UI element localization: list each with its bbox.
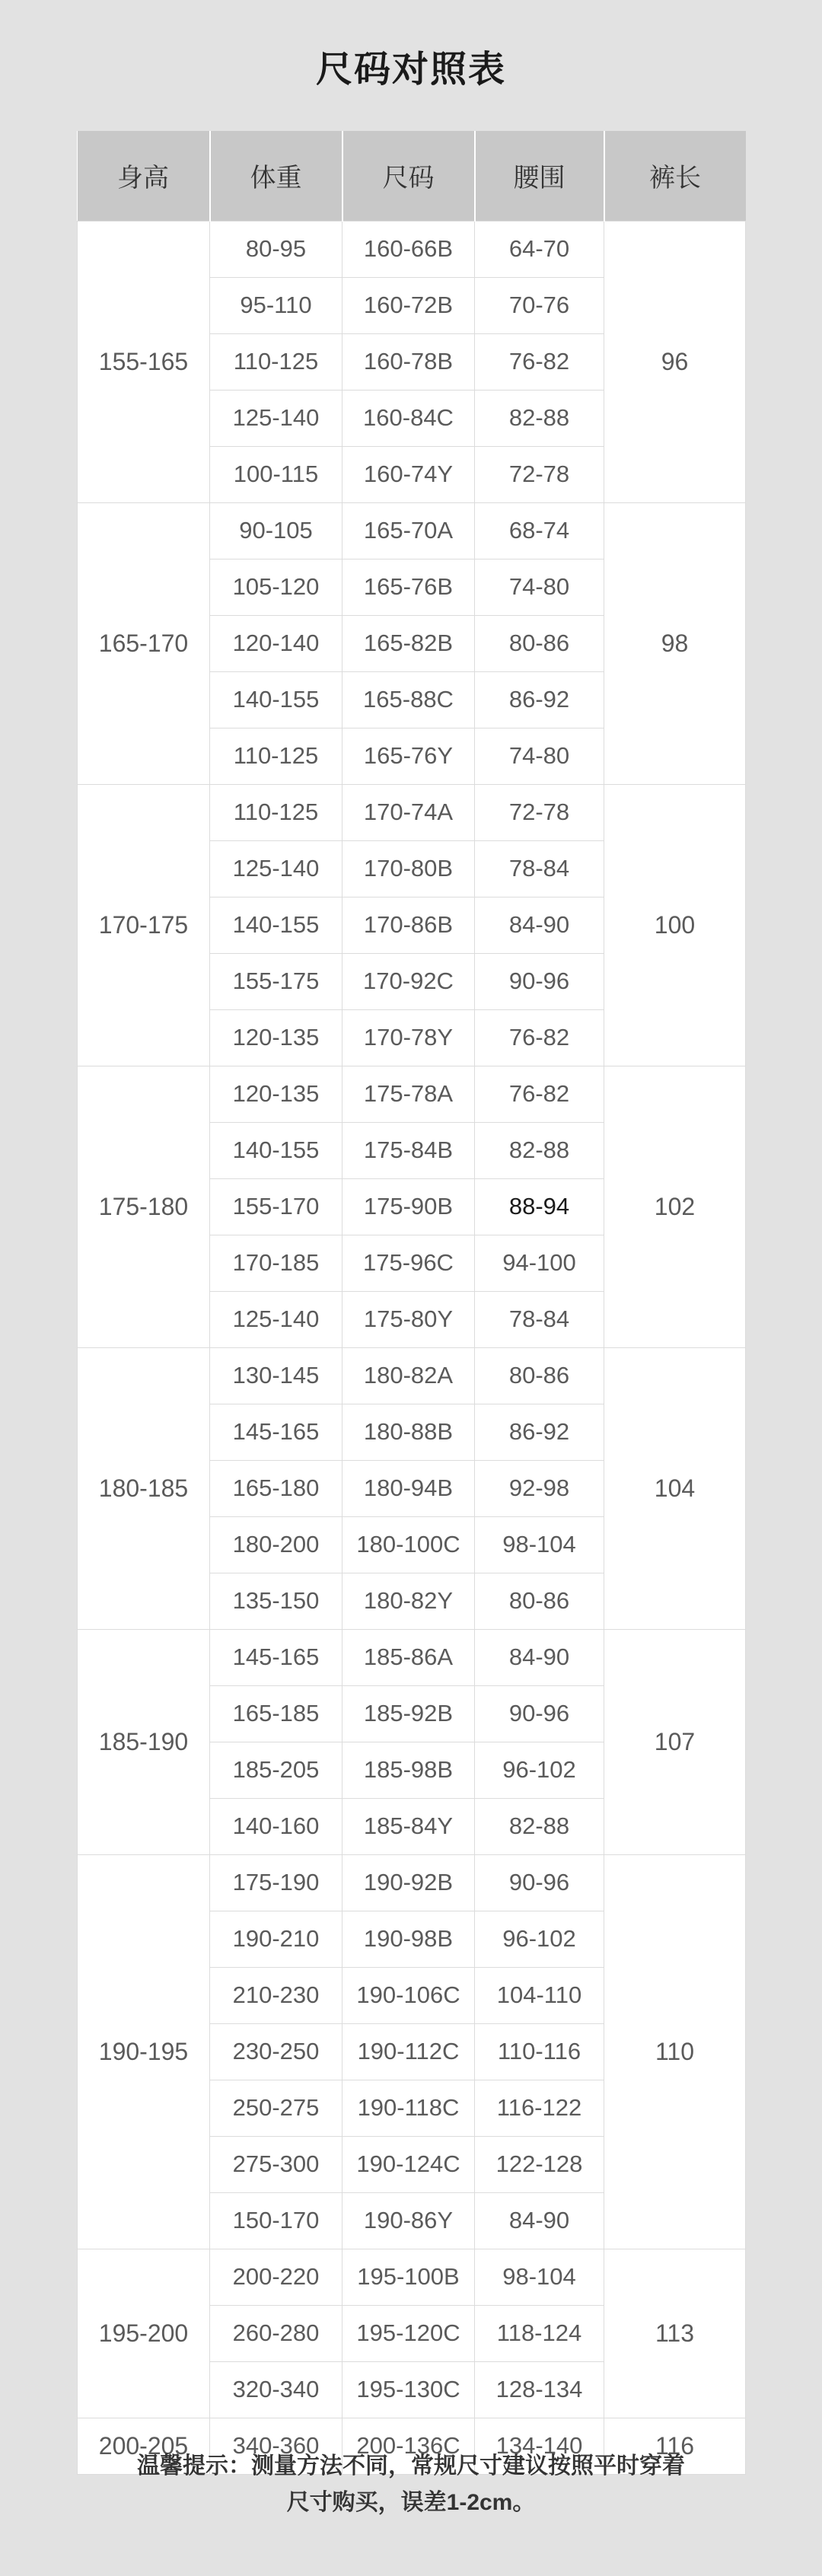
waist-range-cell: 80-86 — [475, 1573, 604, 1629]
weight-range-cell: 140-155 — [210, 1122, 342, 1178]
size-code-cell: 190-118C — [342, 2080, 475, 2136]
table-header-row — [78, 131, 746, 221]
waist-range-cell: 110-116 — [475, 2023, 604, 2080]
table-row — [78, 1066, 746, 1122]
waist-range-cell: 72-78 — [475, 784, 604, 840]
waist-range-cell: 134-140 — [475, 2418, 604, 2474]
waist-range-cell: 96-102 — [475, 1742, 604, 1798]
height-range-cell: 200-205 — [78, 2418, 210, 2474]
size-code-cell: 170-86B — [342, 897, 475, 953]
waist-range-cell: 116-122 — [475, 2080, 604, 2136]
weight-range-cell: 200-220 — [210, 2249, 342, 2305]
size-code-cell: 165-70A — [342, 502, 475, 559]
waist-range-cell: 122-128 — [475, 2136, 604, 2192]
waist-range-cell: 80-86 — [475, 615, 604, 671]
size-code-cell: 165-82B — [342, 615, 475, 671]
header-size: 尺码 — [342, 131, 475, 221]
waist-range-cell: 94-100 — [475, 1235, 604, 1291]
size-code-cell: 185-86A — [342, 1629, 475, 1685]
size-code-cell: 175-96C — [342, 1235, 475, 1291]
weight-range-cell: 145-165 — [210, 1629, 342, 1685]
waist-range-cell: 84-90 — [475, 1629, 604, 1685]
size-code-cell: 185-98B — [342, 1742, 475, 1798]
tip-line-1: 温馨提示：测量方法不同，常规尺寸建议按照平时穿着 — [137, 2453, 685, 2479]
height-range-cell: 155-165 — [78, 221, 210, 502]
size-code-cell: 175-80Y — [342, 1291, 475, 1347]
size-code-cell: 185-84Y — [342, 1798, 475, 1854]
weight-range-cell: 110-125 — [210, 333, 342, 390]
pant-length-cell: 96 — [604, 221, 746, 502]
waist-range-cell: 84-90 — [475, 2192, 604, 2249]
weight-range-cell: 110-125 — [210, 728, 342, 784]
size-code-cell: 170-92C — [342, 953, 475, 1009]
size-code-cell: 180-82Y — [342, 1573, 475, 1629]
weight-range-cell: 180-200 — [210, 1516, 342, 1573]
size-code-cell: 180-100C — [342, 1516, 475, 1573]
header-height: 身高 — [78, 131, 210, 221]
weight-range-cell: 250-275 — [210, 2080, 342, 2136]
waist-range-cell: 118-124 — [475, 2305, 604, 2361]
weight-range-cell: 80-95 — [210, 221, 342, 277]
table-row — [78, 1629, 746, 1685]
weight-range-cell: 130-145 — [210, 1347, 342, 1404]
height-range-cell: 175-180 — [78, 1066, 210, 1347]
waist-range-cell: 74-80 — [475, 728, 604, 784]
waist-range-cell: 86-92 — [475, 671, 604, 728]
height-range-cell: 195-200 — [78, 2249, 210, 2418]
waist-range-cell: 90-96 — [475, 953, 604, 1009]
size-code-cell: 195-130C — [342, 2361, 475, 2418]
weight-range-cell: 95-110 — [210, 277, 342, 333]
waist-range-cell: 76-82 — [475, 1009, 604, 1066]
waist-range-cell: 84-90 — [475, 897, 604, 953]
weight-range-cell: 120-140 — [210, 615, 342, 671]
weight-range-cell: 140-155 — [210, 897, 342, 953]
size-code-cell: 180-88B — [342, 1404, 475, 1460]
pant-length-cell: 100 — [604, 784, 746, 1066]
table-row — [78, 221, 746, 277]
waist-range-cell: 90-96 — [475, 1685, 604, 1742]
size-code-cell: 160-84C — [342, 390, 475, 446]
weight-range-cell: 155-175 — [210, 953, 342, 1009]
waist-range-cell: 64-70 — [475, 221, 604, 277]
size-code-cell: 160-78B — [342, 333, 475, 390]
height-range-cell: 185-190 — [78, 1629, 210, 1854]
weight-range-cell: 185-205 — [210, 1742, 342, 1798]
page-title: 尺码对照表 — [315, 49, 506, 90]
table-row — [78, 1347, 746, 1404]
waist-range-cell: 92-98 — [475, 1460, 604, 1516]
pant-length-cell: 110 — [604, 1854, 746, 2249]
waist-range-cell: 128-134 — [475, 2361, 604, 2418]
size-code-cell: 170-78Y — [342, 1009, 475, 1066]
pant-length-cell: 113 — [604, 2249, 746, 2418]
waist-range-cell: 76-82 — [475, 333, 604, 390]
weight-range-cell: 155-170 — [210, 1178, 342, 1235]
size-code-cell: 160-74Y — [342, 446, 475, 502]
size-code-cell: 185-92B — [342, 1685, 475, 1742]
size-code-cell: 175-90B — [342, 1178, 475, 1235]
weight-range-cell: 275-300 — [210, 2136, 342, 2192]
pant-length-cell: 98 — [604, 502, 746, 784]
weight-range-cell: 165-185 — [210, 1685, 342, 1742]
waist-range-cell: 82-88 — [475, 390, 604, 446]
weight-range-cell: 170-185 — [210, 1235, 342, 1291]
waist-range-cell: 72-78 — [475, 446, 604, 502]
size-code-cell: 180-94B — [342, 1460, 475, 1516]
size-code-cell: 165-76B — [342, 559, 475, 615]
waist-range-cell: 98-104 — [475, 1516, 604, 1573]
waist-range-cell: 86-92 — [475, 1404, 604, 1460]
pant-length-cell: 107 — [604, 1629, 746, 1854]
size-code-cell: 175-84B — [342, 1122, 475, 1178]
height-range-cell: 170-175 — [78, 784, 210, 1066]
pant-length-cell: 102 — [604, 1066, 746, 1347]
size-code-cell: 190-86Y — [342, 2192, 475, 2249]
weight-range-cell: 125-140 — [210, 1291, 342, 1347]
size-chart-table — [77, 131, 746, 2475]
size-code-cell: 190-98B — [342, 1911, 475, 1967]
waist-range-cell: 82-88 — [475, 1798, 604, 1854]
weight-range-cell: 120-135 — [210, 1066, 342, 1122]
waist-range-cell: 90-96 — [475, 1854, 604, 1911]
size-code-cell: 195-100B — [342, 2249, 475, 2305]
weight-range-cell: 165-180 — [210, 1460, 342, 1516]
waist-range-cell: 98-104 — [475, 2249, 604, 2305]
size-code-cell: 170-80B — [342, 840, 475, 897]
height-range-cell: 180-185 — [78, 1347, 210, 1629]
header-length: 裤长 — [604, 131, 746, 221]
size-code-cell: 190-92B — [342, 1854, 475, 1911]
weight-range-cell: 340-360 — [210, 2418, 342, 2474]
size-code-cell: 190-112C — [342, 2023, 475, 2080]
size-code-cell: 170-74A — [342, 784, 475, 840]
weight-range-cell: 100-115 — [210, 446, 342, 502]
weight-range-cell: 210-230 — [210, 1967, 342, 2023]
waist-range-cell: 76-82 — [475, 1066, 604, 1122]
waist-range-cell: 104-110 — [475, 1967, 604, 2023]
weight-range-cell: 120-135 — [210, 1009, 342, 1066]
size-code-cell: 175-78A — [342, 1066, 475, 1122]
weight-range-cell: 140-160 — [210, 1798, 342, 1854]
size-code-cell: 190-106C — [342, 1967, 475, 2023]
weight-range-cell: 125-140 — [210, 840, 342, 897]
weight-range-cell: 320-340 — [210, 2361, 342, 2418]
height-range-cell: 165-170 — [78, 502, 210, 784]
table-row — [78, 2249, 746, 2305]
waist-range-cell: 78-84 — [475, 1291, 604, 1347]
size-code-cell: 180-82A — [342, 1347, 475, 1404]
size-code-cell: 165-76Y — [342, 728, 475, 784]
size-code-cell: 160-72B — [342, 277, 475, 333]
table-row — [78, 502, 746, 559]
size-code-cell: 160-66B — [342, 221, 475, 277]
waist-range-cell: 80-86 — [475, 1347, 604, 1404]
waist-range-cell: 88-94 — [475, 1178, 604, 1235]
header-weight: 体重 — [210, 131, 342, 221]
weight-range-cell: 110-125 — [210, 784, 342, 840]
header-waist: 腰围 — [475, 131, 604, 221]
weight-range-cell: 190-210 — [210, 1911, 342, 1967]
waist-range-cell: 68-74 — [475, 502, 604, 559]
weight-range-cell: 260-280 — [210, 2305, 342, 2361]
pant-length-cell: 104 — [604, 1347, 746, 1629]
weight-range-cell: 140-155 — [210, 671, 342, 728]
weight-range-cell: 145-165 — [210, 1404, 342, 1460]
weight-range-cell: 175-190 — [210, 1854, 342, 1911]
size-code-cell: 200-136C — [342, 2418, 475, 2474]
pant-length-cell: 116 — [604, 2418, 746, 2474]
weight-range-cell: 105-120 — [210, 559, 342, 615]
weight-range-cell: 90-105 — [210, 502, 342, 559]
waist-range-cell: 70-76 — [475, 277, 604, 333]
waist-range-cell: 96-102 — [475, 1911, 604, 1967]
height-range-cell: 190-195 — [78, 1854, 210, 2249]
size-code-cell: 195-120C — [342, 2305, 475, 2361]
weight-range-cell: 135-150 — [210, 1573, 342, 1629]
size-code-cell: 190-124C — [342, 2136, 475, 2192]
waist-range-cell: 74-80 — [475, 559, 604, 615]
waist-range-cell: 82-88 — [475, 1122, 604, 1178]
table-row — [78, 1854, 746, 1911]
tip-note — [77, 2448, 745, 2521]
size-code-cell: 165-88C — [342, 671, 475, 728]
tip-line-2: 尺寸购买，误差1-2cm。 — [286, 2490, 536, 2515]
table-body — [78, 221, 746, 2474]
weight-range-cell: 230-250 — [210, 2023, 342, 2080]
table-row — [78, 784, 746, 840]
waist-range-cell: 78-84 — [475, 840, 604, 897]
weight-range-cell: 125-140 — [210, 390, 342, 446]
weight-range-cell: 150-170 — [210, 2192, 342, 2249]
